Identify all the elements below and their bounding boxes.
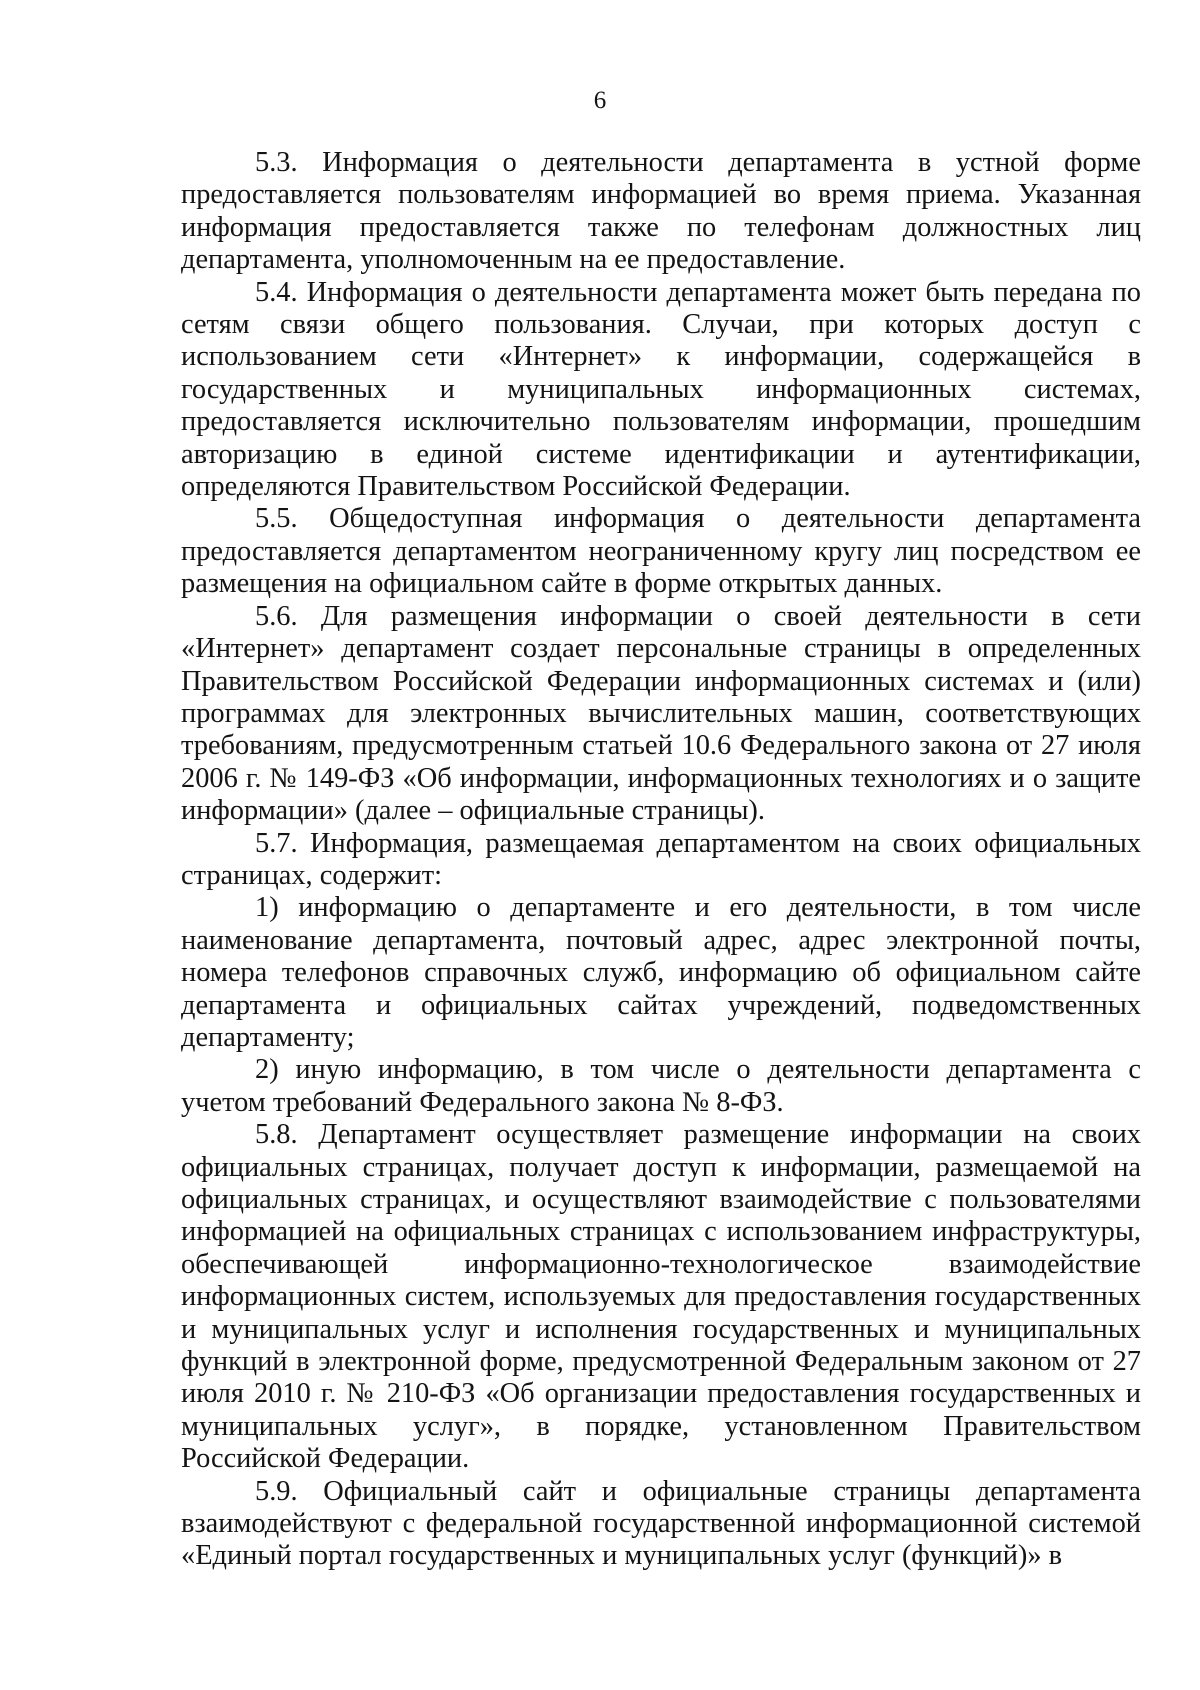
list-item-5-7-2: 2) иную информацию, в том числе о деятельности департамента с учетом требований Федерального закона № 8-ФЗ. <box>181 1054 1141 1118</box>
paragraph-5-4: 5.4. Информация о деятельности департамента может быть передана по сетям связи общего пользования. Случаи, при которых доступ с использованием сети «Интернет» к информации, содержащейся в государственных и муниципальных информационных системах, предоставляется исключительно пользователям информации, прошедшим авторизацию в единой системе идентификации и аутентификации, определяются Правительством Российской Федерации. <box>181 276 1141 503</box>
document-body <box>181 147 1141 1573</box>
paragraph-5-8: 5.8. Департамент осуществляет размещение информации на своих официальных страницах, получает доступ к информации, размещаемой на официальных страницах, и осуществляют взаимодействие с пользователями информацией на официальных страницах с использованием инфраструктуры, обеспечивающей информационно-технологическое взаимодействие информационных систем, используемых для предоставления государственных и муниципальных услуг и исполнения государственных и муниципальных функций в электронной форме, предусмотренной Федеральным законом от 27 июля 2010 г. № 210-ФЗ «Об организации предоставления государственных и муниципальных услуг», в порядке, установленном Правительством Российской Федерации. <box>181 1119 1141 1475</box>
paragraph-5-6: 5.6. Для размещения информации о своей деятельности в сети «Интернет» департамент создает персональные страницы в определенных Правительством Российской Федерации информационных системах и (или) программах для электронных вычислительных машин, соответствующих требованиям, предусмотренным статьей 10.6 Федерального закона от 27 июля 2006 г. № 149-ФЗ «Об информации, информационных технологиях и о защите информации» (далее – официальные страницы). <box>181 600 1141 827</box>
page-number: 6 <box>593 87 607 114</box>
paragraph-5-7: 5.7. Информация, размещаемая департаментом на своих официальных страницах, содержит: <box>181 827 1141 891</box>
paragraph-5-5: 5.5. Общедоступная информация о деятельности департамента предоставляется департаментом неограниченному кругу лиц посредством ее размещения на официальном сайте в форме открытых данных. <box>181 503 1141 600</box>
list-item-5-7-1: 1) информацию о департаменте и его деятельности, в том числе наименование департамента, почтовый адрес, адрес электронной почты, номера телефонов справочных служб, информацию об официальном сайте департамента и официальных сайтах учреждений, подведомственных департаменту; <box>181 892 1141 1053</box>
paragraph-5-9: 5.9. Официальный сайт и официальные страницы департамента взаимодействуют с федеральной государственной информационной системой «Единый портал государственных и муниципальных услуг (функций)» в <box>181 1475 1141 1572</box>
paragraph-5-3: 5.3. Информация о деятельности департамента в устной форме предоставляется пользователям информацией во время приема. Указанная информация предоставляется также по телефонам должностных лиц департамента, уполномоченным на ее предоставление. <box>181 147 1141 276</box>
